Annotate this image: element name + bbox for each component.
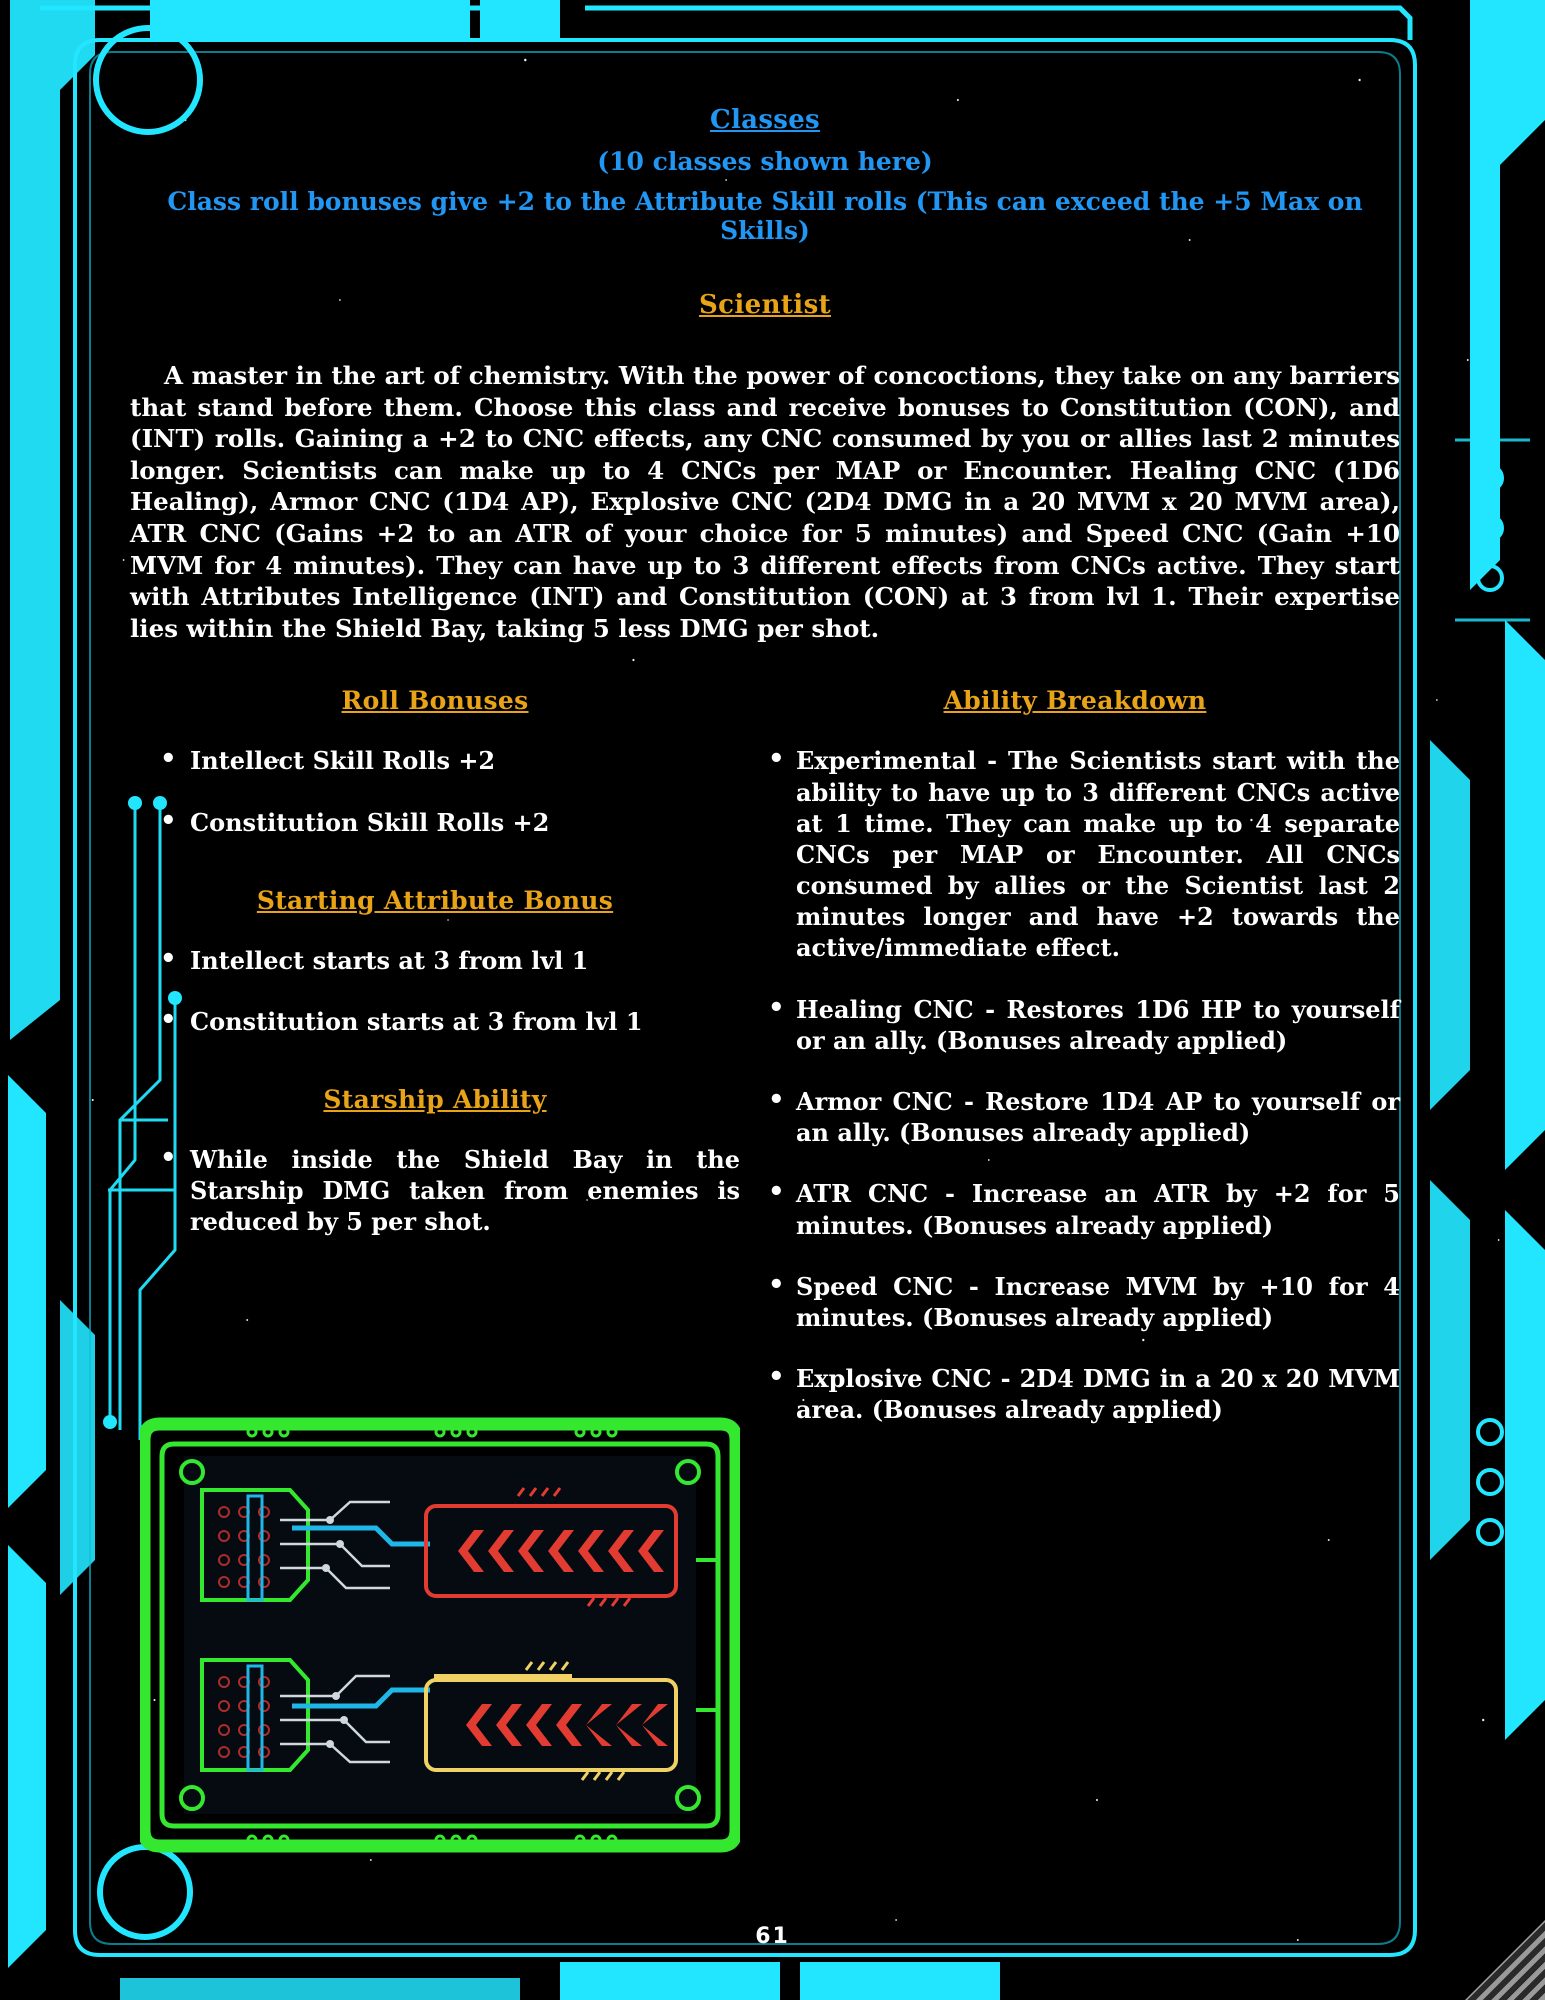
ability-breakdown-heading: Ability Breakdown (943, 686, 1207, 716)
right-column (750, 686, 1400, 1425)
starting-attribute-list (130, 945, 740, 1037)
list-item: • Constitution starts at 3 from lvl 1 (130, 1006, 740, 1037)
class-name-heading: Scientist (698, 290, 832, 320)
circuit-board-illustration (140, 1410, 740, 1860)
left-column (130, 686, 750, 1425)
page-subtitle: (10 classes shown here) (597, 147, 933, 176)
page-number: 61 (755, 1924, 790, 1949)
ability-breakdown-list (750, 745, 1400, 1425)
list-item: • Intellect starts at 3 from lvl 1 (130, 945, 740, 976)
page-note: Class roll bonuses give +2 to the Attribute Skill rolls (This can exceed the +5 Max on Skills) (167, 187, 1363, 245)
list-item: • Speed CNC - Increase MVM by +10 for 4 minutes. (Bonuses already applied) (750, 1271, 1400, 1333)
starship-ability-list (130, 1144, 740, 1238)
list-item: • Healing CNC - Restores 1D6 HP to yourself or an ally. (Bonuses already applied) (750, 994, 1400, 1056)
list-item: • Armor CNC - Restore 1D4 AP to yourself or an ally. (Bonuses already applied) (750, 1086, 1400, 1148)
roll-bonuses-heading: Roll Bonuses (341, 686, 529, 716)
roll-bonuses-list (130, 745, 740, 837)
starship-ability-heading: Starship Ability (323, 1085, 547, 1115)
list-item: • Explosive CNC - 2D4 DMG in a 20 x 20 MVM area. (Bonuses already applied) (750, 1363, 1400, 1425)
list-item: • ATR CNC - Increase an ATR by +2 for 5 minutes. (Bonuses already applied) (750, 1178, 1400, 1240)
list-item: • Intellect Skill Rolls +2 (130, 745, 740, 776)
class-description: A master in the art of chemistry. With the power of concoctions, they take on any barriers that stand before them. Choose this class and receive bonuses to Constitution (CON), and (INT) rolls. Gaining a +2 to CNC effects, any CNC consumed by you or allies last 2 minutes longer. Scientists can make up to 4 CNCs per MAP or Encounter. Healing CNC (1D6 Healing), Armor CNC (1D4 AP), Explosive CNC (2D4 DMG in a 20 MVM x 20 MVM area), ATR CNC (Gains +2 to an ATR of your choice for 5 minutes) and Speed CNC (Gain +10 MVM for 4 minutes). They can have up to 3 different effects from CNCs active. They start with Attributes Intelligence (INT) and Constitution (CON) at 3 from lvl 1. Their expertise lies within the Shield Bay, taking 5 less DMG per shot. (130, 361, 1400, 643)
list-item: • While inside the Shield Bay in the Starship DMG taken from enemies is reduced by 5 per shot. (130, 1144, 740, 1238)
document-content (130, 105, 1400, 1426)
starting-attribute-heading: Starting Attribute Bonus (256, 885, 614, 915)
list-item: • Experimental - The Scientists start with the ability to have up to 3 different CNCs active at 1 time. They can make up to 4 separate CNCs per MAP or Encounter. All CNCs consumed by allies or the Scientist last 2 minutes longer and have +2 towards the active/immediate effect. (750, 745, 1400, 963)
two-column-section (130, 686, 1400, 1425)
page-title: Classes (710, 105, 820, 135)
list-item: • Constitution Skill Rolls +2 (130, 807, 740, 838)
